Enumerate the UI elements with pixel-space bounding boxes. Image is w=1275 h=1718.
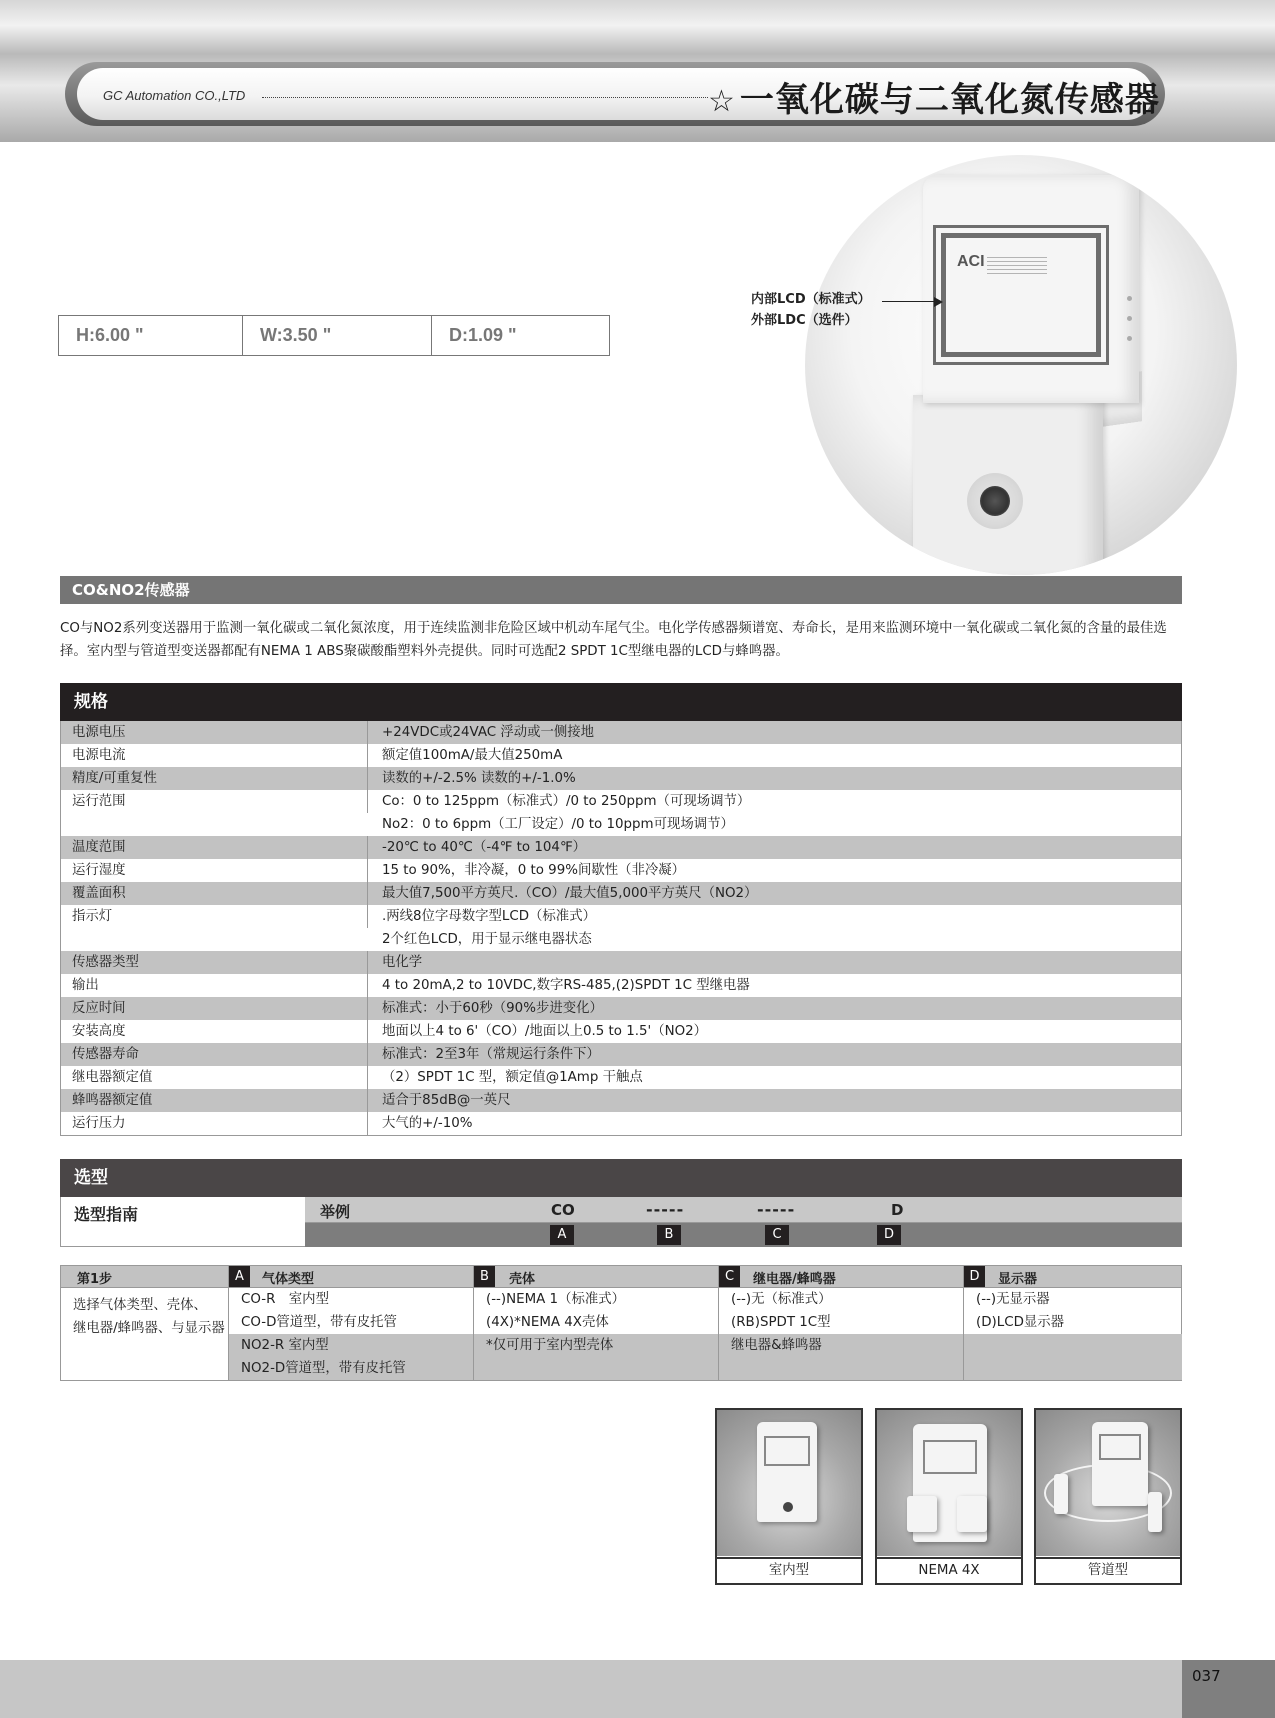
spec-key: 安装高度 (61, 1020, 368, 1043)
step-option: *仅可用于室内型壳体 (486, 1338, 614, 1353)
col-letter-d: D (964, 1266, 985, 1287)
spec-key: 温度范围 (61, 836, 368, 859)
step-header-row (61, 1266, 1181, 1288)
spec-value-line: .两线8位字母数字型LCD（标准式） (382, 909, 596, 924)
spec-value-line: 额定值100mA/最大值250mA (382, 748, 563, 763)
spec-row (61, 767, 1181, 790)
selection-heading: 选型 (60, 1159, 1182, 1197)
spec-value (368, 997, 1181, 1020)
spec-value (368, 1066, 1181, 1089)
spec-row (61, 859, 1181, 882)
spec-row (61, 836, 1181, 859)
callout-line-2: 外部LDC（选件） (751, 313, 858, 328)
step-desc-line: 选择气体类型、壳体、 (73, 1298, 207, 1313)
spec-value (368, 1020, 1181, 1043)
spec-row (61, 974, 1181, 997)
page-title (708, 72, 1160, 121)
step-option: (--)NEMA 1（标准式） (486, 1292, 626, 1307)
intro-heading: CO&NO2传感器 (60, 576, 1182, 604)
col-title-housing: 壳体 (509, 1272, 536, 1287)
spec-key: 传感器寿命 (61, 1043, 368, 1066)
header-leader-dots (262, 97, 708, 98)
spec-key: 运行范围 (61, 790, 368, 813)
col-divider (718, 1266, 719, 1380)
spec-value (368, 721, 1181, 744)
guide-letter-row (305, 1223, 1182, 1247)
company-name: GC Automation CO.,LTD (103, 88, 246, 103)
dimension-height: H:6.00 " (59, 316, 243, 355)
device-led-icon (1127, 296, 1132, 301)
nema-fitting-right (957, 1496, 987, 1532)
col-divider (473, 1266, 474, 1380)
step-option: CO-R 室内型 (241, 1292, 329, 1307)
spec-row (61, 951, 1181, 974)
page-number: 037 (1192, 1667, 1221, 1685)
device-brand-logo: ACI (957, 253, 985, 270)
example-dash-b: ----- (646, 1200, 685, 1219)
callout-arrow-icon (934, 297, 943, 307)
spec-value-line: （2）SPDT 1C 型，额定值@1Amp 干触点 (382, 1070, 643, 1085)
step-option: NO2-R 室内型 (241, 1338, 329, 1353)
step-option: (--)无显示器 (976, 1292, 1050, 1307)
footer-band (0, 1660, 1275, 1718)
step-option: NO2-D管道型，带有皮托管 (241, 1361, 406, 1376)
spec-key: 电源电流 (61, 744, 368, 767)
lcd-callout (751, 289, 871, 331)
col-divider (228, 1266, 229, 1380)
step-option: CO-D管道型，带有皮托管 (241, 1315, 397, 1330)
spec-key: 精度/可重复性 (61, 767, 368, 790)
dimension-depth: D:1.09 " (449, 325, 517, 345)
spec-row (61, 1112, 1181, 1135)
spec-value (368, 905, 1181, 951)
duct-pitot-left (1054, 1474, 1068, 1514)
intro-description: CO与NO2系列变送器用于监测一氧化碳或二氧化氮浓度，用于连续监测非危险区域中机动车尾气尘。电化学传感器频谱宽、寿命长，是用来监测环境中一氧化碳或二氧化氮的含量的最佳选择。室内型与管道型变送器都配有NEMA 1 ABS聚碳酸酯塑料外壳提供。同时可选配2 SPDT 1C型继电器的LCD与蜂鸣器。 (60, 621, 1167, 659)
col-letter-c: C (719, 1266, 740, 1287)
photo-duct (1034, 1408, 1182, 1585)
col-letter-a: A (229, 1266, 250, 1287)
spec-value (368, 974, 1181, 997)
spec-value (368, 951, 1181, 974)
star-icon: ☆ (708, 84, 736, 119)
step-option: 继电器&蜂鸣器 (731, 1338, 822, 1353)
example-code-co: CO (551, 1201, 575, 1219)
spec-key: 输出 (61, 974, 368, 997)
guide-example-row (305, 1197, 1182, 1223)
callout-line-1: 内部LCD（标准式） (751, 292, 871, 307)
guide-box-d: D (877, 1225, 901, 1245)
guide-box-c: C (765, 1225, 789, 1245)
spec-value (368, 790, 1181, 836)
spec-value-line: No2：0 to 6ppm（工厂设定）/0 to 10ppm可现场调节） (382, 817, 734, 832)
spec-value (368, 1043, 1181, 1066)
step-desc-line: 继电器/蜂鸣器、与显示器 (73, 1321, 225, 1336)
spec-value (368, 882, 1181, 905)
spec-key: 指示灯 (61, 905, 368, 928)
duct-pitot-right (1148, 1492, 1162, 1532)
example-dash-c: ----- (757, 1200, 796, 1219)
spec-value-line: 电化学 (382, 955, 423, 970)
photo-indoor-image (717, 1410, 861, 1556)
spec-value (368, 767, 1181, 790)
spec-value-line: 最大值7,500平方英尺.（CO）/最大值5,000平方英尺（NO2） (382, 886, 758, 901)
spec-value-line: 读数的+/-2.5% 读数的+/-1.0% (382, 771, 576, 786)
spec-row (61, 1020, 1181, 1043)
spec-row (61, 882, 1181, 905)
spec-key: 运行压力 (61, 1112, 368, 1135)
photo-indoor (715, 1408, 863, 1585)
col-title-relay: 继电器/蜂鸣器 (753, 1272, 836, 1287)
dimension-width: W:3.50 " (243, 316, 432, 355)
step-option: (4X)*NEMA 4X壳体 (486, 1315, 609, 1330)
guide-label: 选型指南 (60, 1197, 306, 1247)
photo-duct-image (1036, 1410, 1180, 1556)
spec-value-line: +24VDC或24VAC 浮动或一侧接地 (382, 725, 595, 740)
step-option: (RB)SPDT 1C型 (731, 1315, 831, 1330)
spec-row (61, 1089, 1181, 1112)
spec-key: 覆盖面积 (61, 882, 368, 905)
step-description (73, 1294, 225, 1340)
nema-fitting-left (907, 1496, 937, 1532)
spec-key: 反应时间 (61, 997, 368, 1020)
page-title-text: 一氧化碳与二氧化氮传感器 (739, 80, 1160, 120)
step-table (60, 1265, 1182, 1381)
spec-value (368, 744, 1181, 767)
device-led-icon (1127, 336, 1132, 341)
spec-key: 运行湿度 (61, 859, 368, 882)
photo-caption: 室内型 (717, 1557, 861, 1583)
specs-heading: 规格 (60, 683, 1182, 721)
dimensions-table (58, 315, 610, 356)
spec-key: 传感器类型 (61, 951, 368, 974)
device-brand-subtext (987, 257, 1047, 277)
step-label: 第1步 (77, 1272, 113, 1287)
device-sensor-grille-icon (980, 486, 1010, 516)
step-option: (--)无（标准式） (731, 1292, 832, 1307)
product-hero-image (805, 155, 1237, 575)
spec-row (61, 997, 1181, 1020)
spec-row (61, 744, 1181, 767)
photo-nema4x-image (877, 1410, 1021, 1556)
spec-value-line: 15 to 90%，非冷凝，0 to 99%间歇性（非冷凝） (382, 863, 686, 878)
spec-value (368, 836, 1181, 859)
indoor-lcd (764, 1436, 810, 1466)
spec-row (61, 790, 1181, 836)
spec-value-line: 地面以上4 to 6'（CO）/地面以上0.5 to 1.5'（NO2） (382, 1024, 708, 1039)
spec-row (61, 905, 1181, 951)
col-letter-b: B (474, 1266, 495, 1287)
example-code-d: D (891, 1201, 904, 1219)
spec-value-line: 2个红色LCD，用于显示继电器状态 (382, 932, 592, 947)
spec-row (61, 1066, 1181, 1089)
step-option: (D)LCD显示器 (976, 1315, 1065, 1330)
spec-value-line: 4 to 20mA,2 to 10VDC,数字RS-485,(2)SPDT 1C 型继电器 (382, 978, 750, 993)
spec-row (61, 721, 1181, 744)
col-divider (963, 1266, 964, 1380)
spec-key: 继电器额定值 (61, 1066, 368, 1089)
spec-value (368, 1089, 1181, 1112)
spec-value-line: -20℃ to 40℃（-4℉ to 104℉） (382, 840, 587, 855)
photo-caption: 管道型 (1036, 1557, 1180, 1583)
spec-row (61, 1043, 1181, 1066)
device-lcd-frame (941, 233, 1101, 357)
spec-value-line: 大气的+/-10% (382, 1116, 473, 1131)
spec-value (368, 859, 1181, 882)
guide-box-a: A (550, 1225, 574, 1245)
step-row-shade (229, 1334, 1182, 1357)
spec-value-line: 标准式：小于60秒（90%步进变化） (382, 1001, 603, 1016)
specs-table (60, 721, 1182, 1136)
spec-key: 电源电压 (61, 721, 368, 744)
photo-nema4x (875, 1408, 1023, 1585)
callout-leader-line (882, 301, 935, 302)
col-title-display: 显示器 (998, 1272, 1038, 1287)
selection-guide (60, 1197, 1182, 1247)
photo-caption: NEMA 4X (877, 1557, 1021, 1583)
example-label: 举例 (320, 1203, 351, 1221)
guide-box-b: B (657, 1225, 681, 1245)
spec-value (368, 1112, 1181, 1135)
spec-value-line: Co：0 to 125ppm（标准式）/0 to 250ppm（可现场调节） (382, 794, 751, 809)
nema-lcd (923, 1440, 977, 1474)
spec-value-line: 适合于85dB@一英尺 (382, 1093, 511, 1108)
col-title-gas: 气体类型 (262, 1272, 315, 1287)
indoor-sensor-icon (783, 1502, 793, 1512)
duct-lcd (1099, 1434, 1141, 1460)
spec-key: 蜂鸣器额定值 (61, 1089, 368, 1112)
spec-value-line: 标准式：2至3年（常规运行条件下） (382, 1047, 600, 1062)
device-led-icon (1127, 316, 1132, 321)
